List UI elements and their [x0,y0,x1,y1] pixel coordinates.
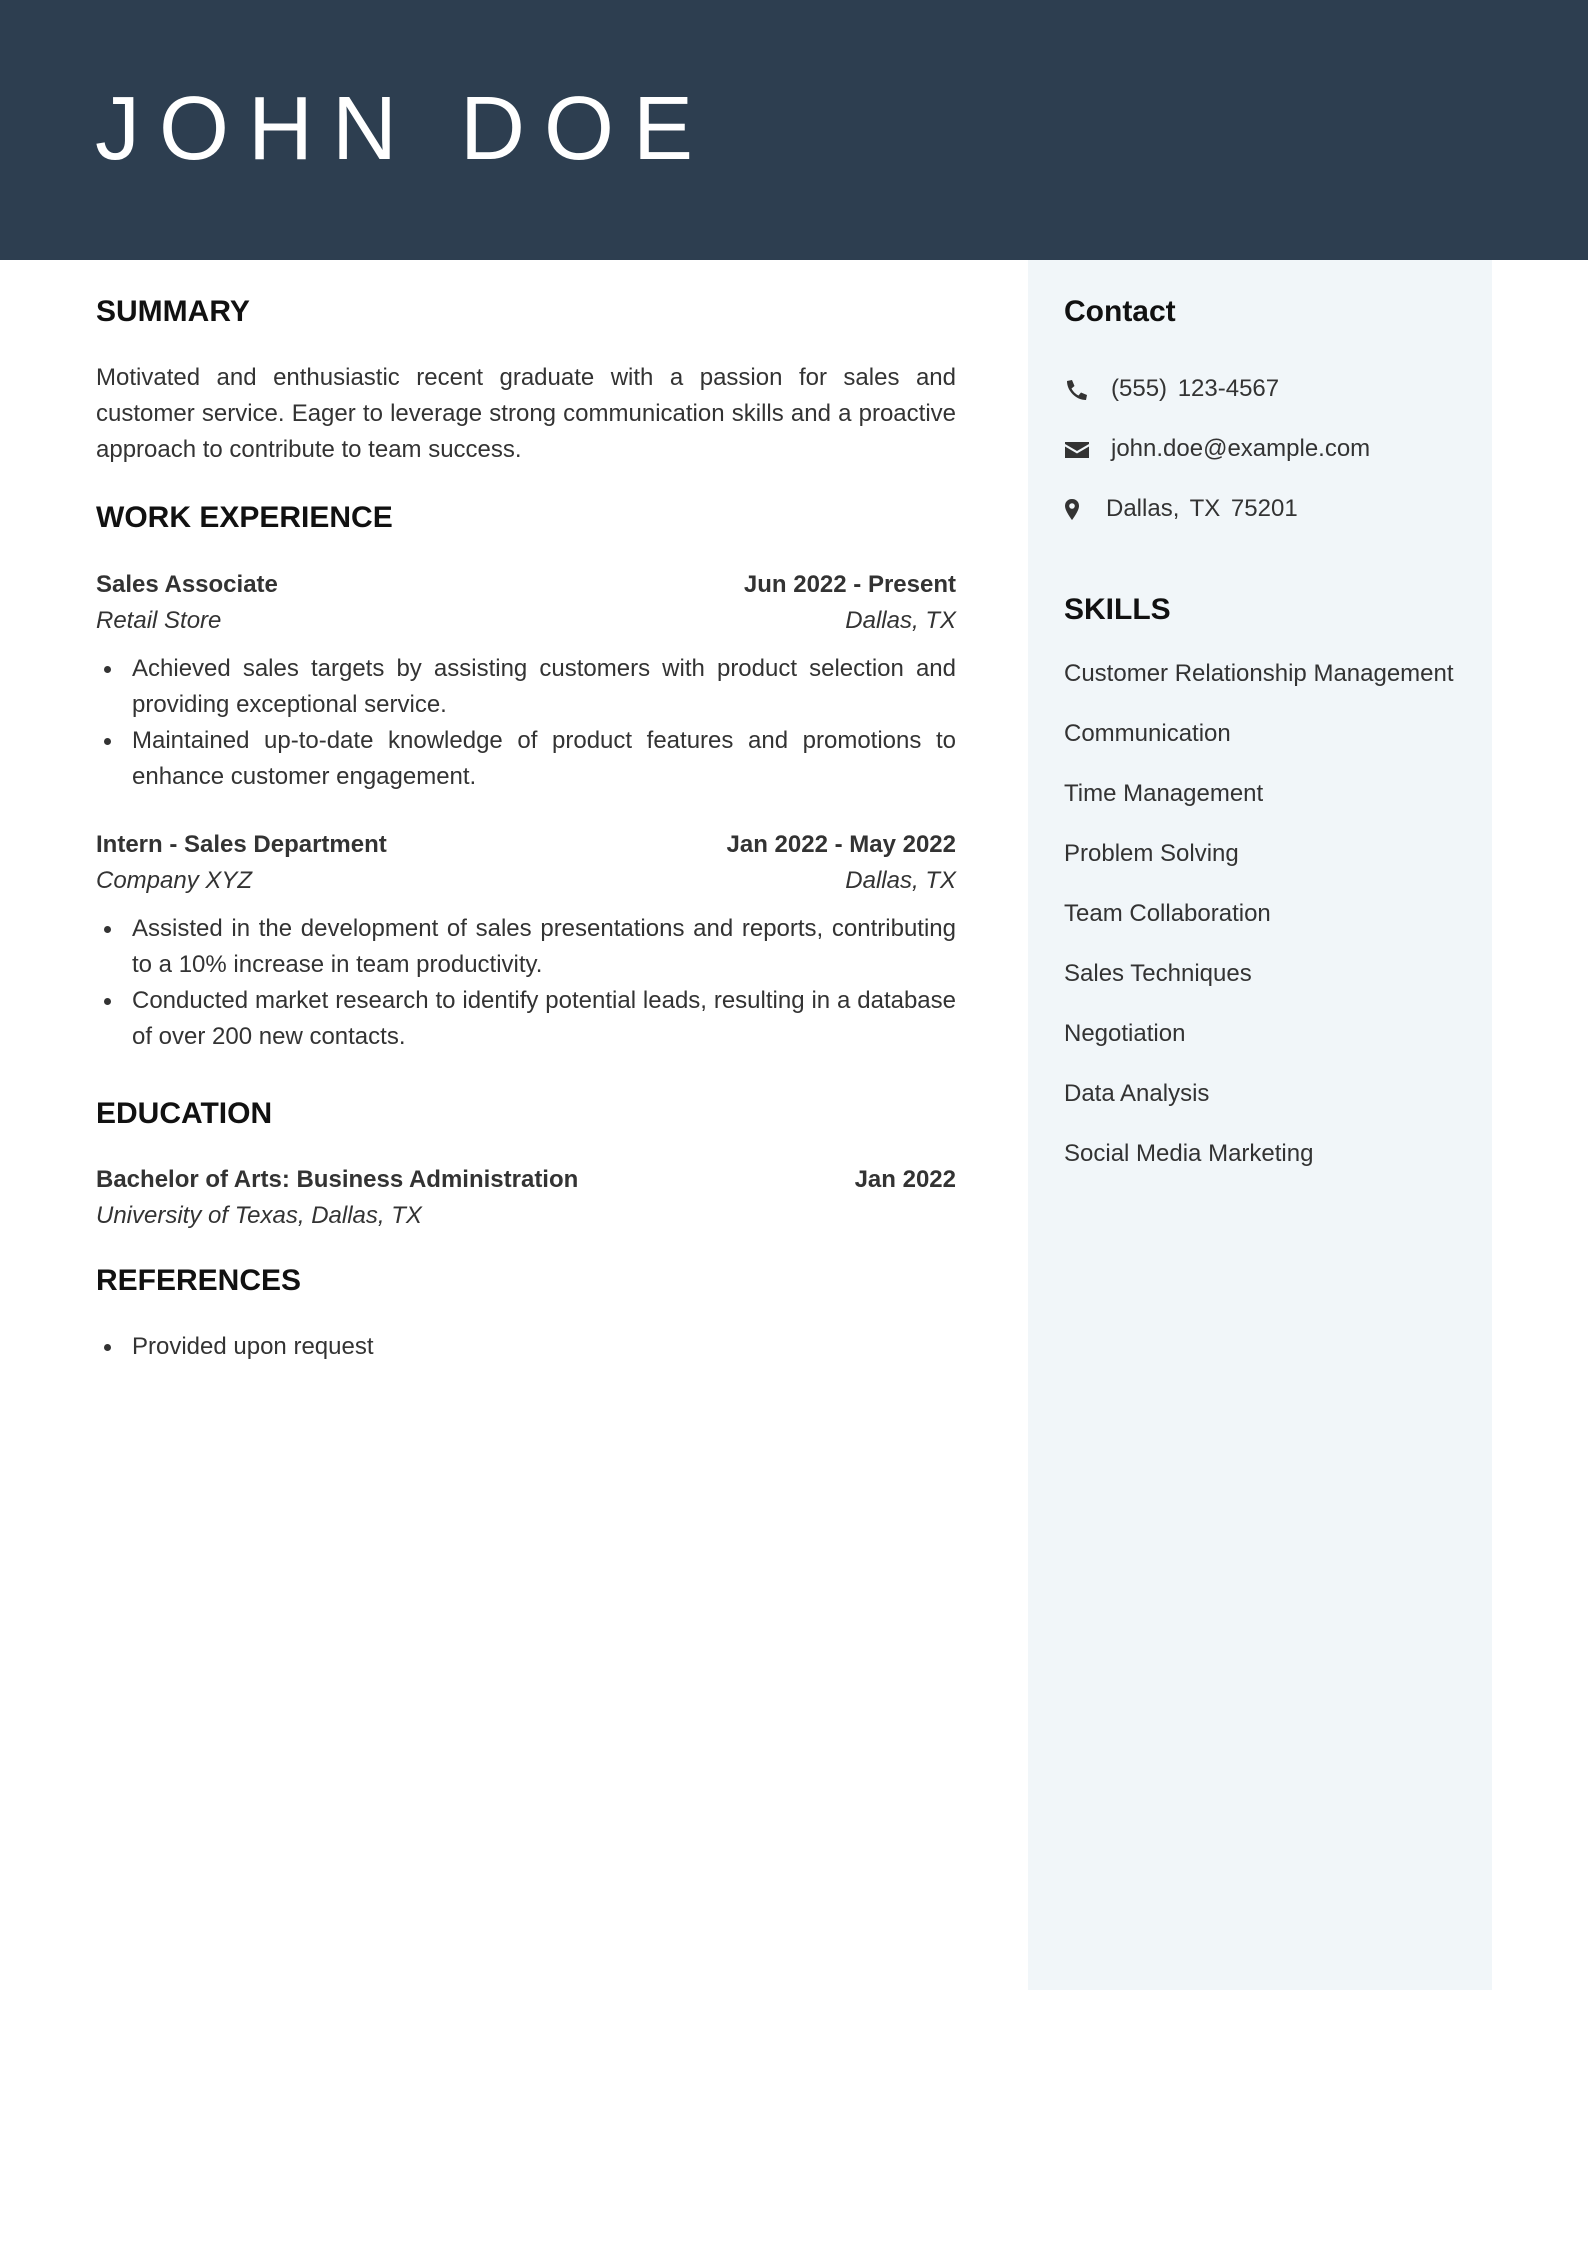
skill-item: Data Analysis [1064,1080,1210,1107]
job-dates: Jan 2022 - May 2022 [726,831,956,858]
education-subheader [96,1200,956,1232]
bullet-text: Achieved sales targets by assisting customers with product selection and providing exceptional service. [132,655,956,718]
job-subheader [96,605,956,637]
bullet-icon [104,738,111,745]
phone-text: (555) 123-4567 [1111,375,1280,402]
degree: Bachelor of Arts: Business Administration [96,1166,579,1193]
list-item [96,983,956,1055]
skill-item: Sales Techniques [1064,960,1252,987]
work-experience-heading: WORK EXPERIENCE [96,501,393,534]
job-company: Company XYZ [96,867,253,894]
skill-item: Problem Solving [1064,840,1239,867]
bullet-text: Conducted market research to identify potential leads, resulting in a database of over 200 new contacts. [132,987,956,1050]
list-item [96,1329,956,1365]
bullet-icon [104,1344,111,1351]
contact-heading: Contact [1064,295,1176,328]
skills-heading: SKILLS [1064,593,1171,626]
reference-text: Provided upon request [132,1333,374,1360]
job-header [96,569,956,601]
bullet-icon [104,998,111,1005]
candidate-name: JOHN DOE [95,79,713,179]
references-heading: REFERENCES [96,1264,302,1297]
skill-item: Customer Relationship Management [1064,660,1454,687]
summary-heading: SUMMARY [96,295,250,328]
sidebar [1028,260,1492,1990]
job-location: Dallas, TX [845,867,956,894]
list-item [96,723,956,795]
job-role: Intern - Sales Department [96,831,387,858]
skill-item: Time Management [1064,780,1264,807]
map-marker-icon [1064,498,1090,520]
bullet-icon [104,666,111,673]
email-text: john.doe@example.com [1111,435,1371,462]
skill-item: Negotiation [1064,1020,1186,1047]
job-company: Retail Store [96,607,222,634]
job-location: Dallas, TX [845,607,956,634]
summary-text: Motivated and enthusiastic recent graduate with a passion for sales and customer service. Eager to leverage strong communication skills and a proactive approach to contribute to team success. [96,364,956,463]
skill-item: Team Collaboration [1064,900,1271,927]
list-item [96,651,956,723]
bullet-text: Maintained up-to-date knowledge of product features and promotions to enhance customer engagement. [132,727,956,790]
job-subheader [96,865,956,897]
skill-item: Communication [1064,720,1231,747]
job-role: Sales Associate [96,571,278,598]
education-header [96,1164,956,1196]
bullet-text: Assisted in the development of sales presentations and reports, contributing to a 10% increase in team productivity. [132,915,956,978]
graduation-date: Jan 2022 [854,1166,956,1193]
phone-icon [1064,378,1090,400]
job-header [96,829,956,861]
job-bullets [96,911,956,1055]
job-bullets [96,651,956,795]
header-banner [0,0,1588,260]
bullet-icon [104,926,111,933]
job-dates: Jun 2022 - Present [743,571,956,598]
list-item [96,911,956,983]
skill-item: Social Media Marketing [1064,1140,1314,1167]
education-heading: EDUCATION [96,1097,273,1130]
envelope-icon [1064,438,1090,460]
location-text: Dallas, TX 75201 [1106,495,1298,522]
references-list [96,1329,956,1365]
school: University of Texas, Dallas, TX [96,1202,422,1229]
